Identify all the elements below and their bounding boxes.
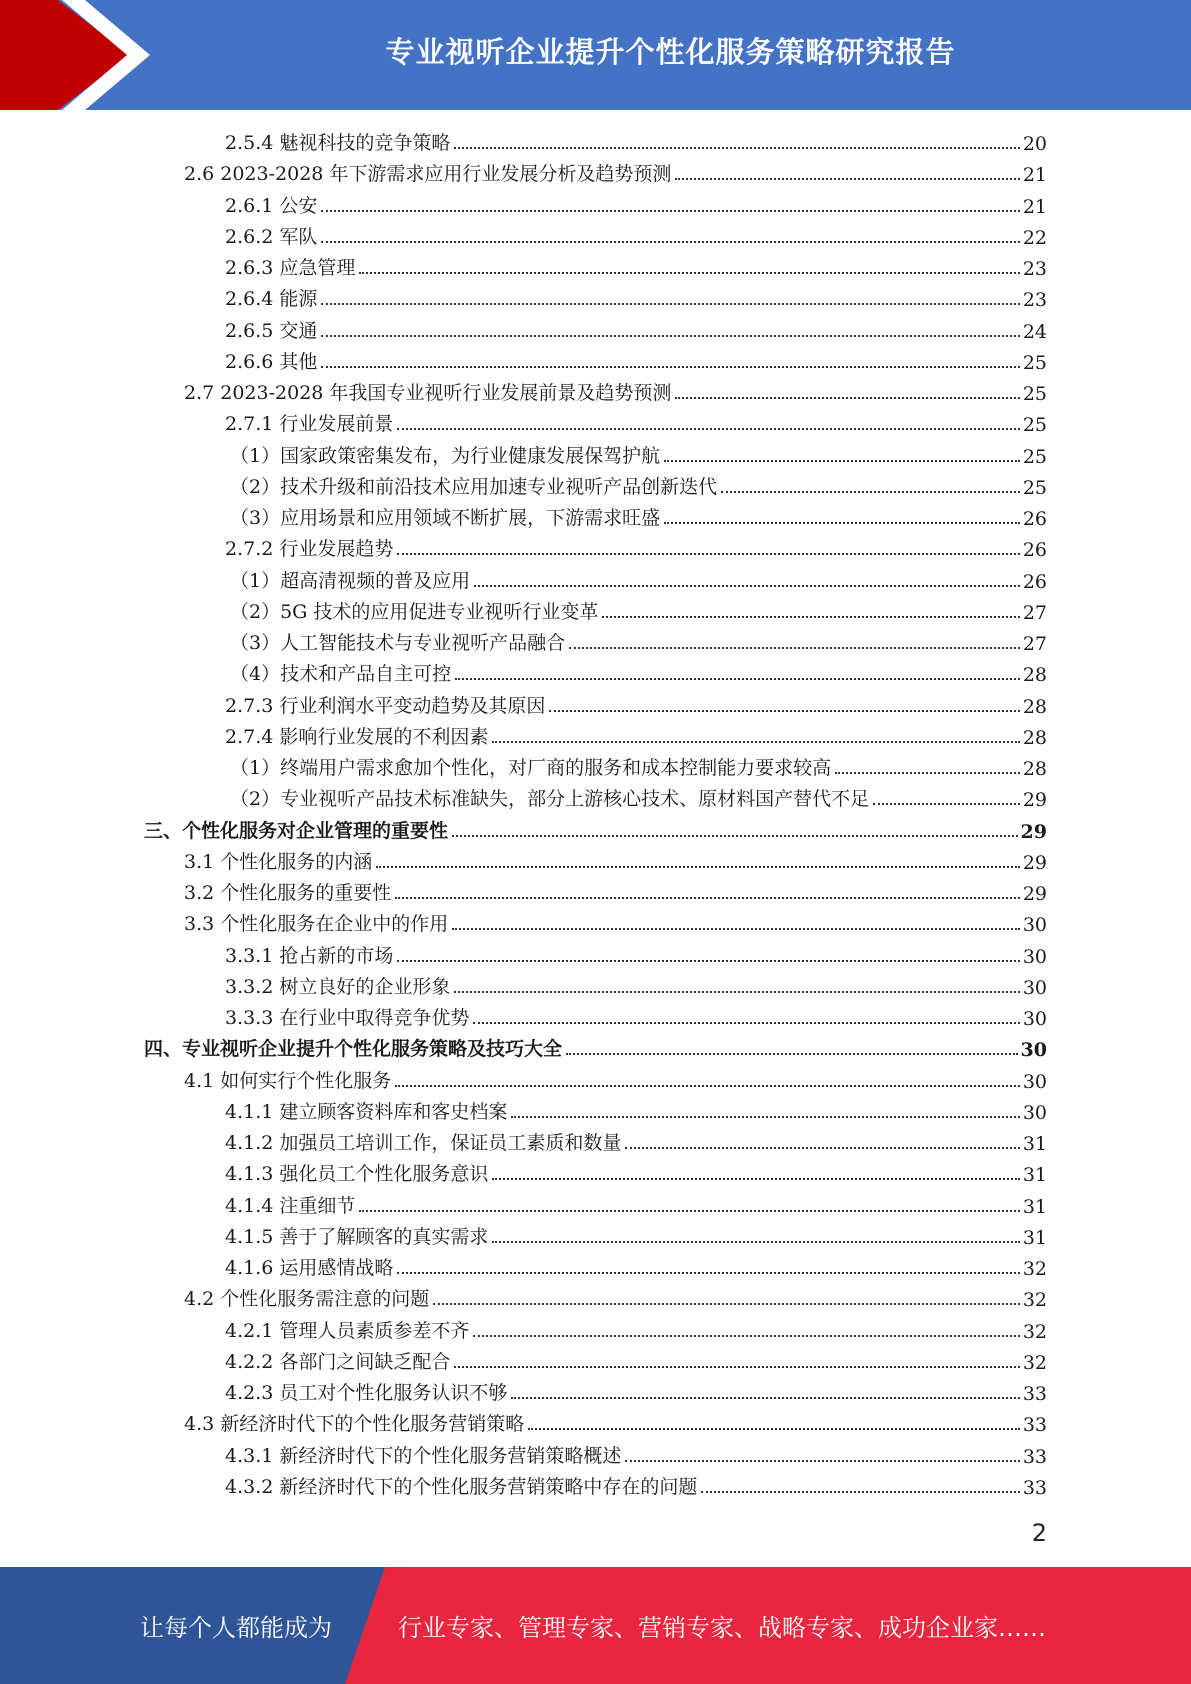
toc-entry-label: （1）终端用户需求愈加个性化，对厂商的服务和成本控制能力要求较高 [230, 757, 832, 779]
toc-leader-dots [492, 1178, 1019, 1180]
toc-entry-label: （1）超高清视频的普及应用 [230, 569, 471, 592]
toc-entry[interactable] [225, 315, 1047, 343]
toc-entry-page: 26 [1022, 570, 1047, 593]
toc-entry[interactable] [225, 283, 1047, 311]
toc-entry[interactable] [184, 377, 1047, 405]
toc-entry-page: 32 [1022, 1320, 1047, 1343]
toc-leader-dots [549, 710, 1019, 712]
toc-entry-label: 2.6.4 能源 [225, 288, 318, 311]
toc-entry-label: 3.3.1 抢占新的市场 [225, 944, 394, 967]
toc-entry-label: 3.3.2 树立良好的企业形象 [225, 975, 451, 998]
toc-entry[interactable] [225, 190, 1047, 218]
toc-entry-label: 4.2.1 管理人员素质参差不齐 [225, 1319, 470, 1342]
toc-entry-label: 4.1.4 注重细节 [225, 1194, 356, 1217]
page-header [0, 0, 1191, 110]
toc-entry-page: 23 [1022, 289, 1047, 312]
toc-entry-page: 28 [1022, 726, 1047, 749]
toc-entry-label: 2.7.3 行业利润水平变动趋势及其原因 [225, 694, 546, 717]
toc-entry-page: 23 [1022, 258, 1047, 280]
toc-entry-label: 2.6.5 交通 [225, 319, 318, 342]
toc-leader-dots [675, 397, 1019, 399]
toc-entry-page: 20 [1022, 133, 1047, 155]
toc-entry-page: 27 [1022, 633, 1047, 655]
toc-leader-dots [602, 616, 1019, 618]
toc-entry-label: 2.7.2 行业发展趋势 [225, 538, 394, 561]
toc-entry-label: 4.1.6 运用感情战略 [225, 1257, 394, 1279]
toc-entry[interactable] [225, 1252, 1047, 1280]
toc-entry-label: 4.2 个性化服务需注意的问题 [184, 1288, 430, 1311]
toc-entry-label: （2）5G 技术的应用促进专业视听行业变革 [230, 600, 599, 623]
toc-leader-dots [701, 1491, 1019, 1493]
toc-entry[interactable] [225, 1315, 1047, 1343]
toc-entry-label: 4.2.3 员工对个性化服务认识不够 [225, 1382, 508, 1404]
toc-entry[interactable] [225, 408, 1047, 436]
toc-entry-page: 22 [1022, 226, 1047, 249]
toc-entry-page: 29 [1022, 851, 1047, 874]
footer-slogan-right: 行业专家、管理专家、营销专家、战略专家、成功企业家…… [398, 1614, 1046, 1642]
toc-entry[interactable] [225, 252, 1047, 280]
toc-entry[interactable] [184, 1408, 1047, 1436]
toc-leader-dots [395, 1085, 1020, 1087]
toc-leader-dots [511, 1116, 1019, 1118]
toc-entry[interactable] [225, 690, 1047, 718]
toc-entry-label: 2.7 2023-2028 年我国专业视听行业发展前景及趋势预测 [184, 382, 672, 404]
toc-entry-label: 2.7.4 影响行业发展的不利因素 [225, 725, 489, 748]
toc-leader-dots [397, 553, 1019, 555]
toc-entry[interactable] [230, 565, 1047, 593]
toc-entry-page: 33 [1022, 1414, 1047, 1437]
page-number: 2 [1031, 1519, 1047, 1547]
toc-leader-dots [395, 897, 1020, 899]
toc-entry-label: （2）技术升级和前沿技术应用加速专业视听产品创新迭代 [230, 475, 718, 498]
toc-entry-page: 31 [1022, 1164, 1047, 1187]
toc-leader-dots [321, 241, 1019, 243]
toc-entry-label: 4.1.1 建立顾客资料库和客史档案 [225, 1100, 508, 1123]
toc-entry-label: 三、个性化服务对企业管理的重要性 [144, 819, 449, 842]
toc-entry[interactable] [225, 1346, 1047, 1374]
toc-entry-label: （4）技术和产品自主可控 [230, 663, 452, 686]
toc-entry[interactable] [225, 127, 1047, 155]
toc-entry-label: 2.6 2023-2028 年下游需求应用行业发展分析及趋势预测 [184, 163, 672, 186]
toc-entry-label: （1）国家政策密集发布，为行业健康发展保驾护航 [230, 444, 661, 467]
toc-leader-dots [625, 1460, 1019, 1462]
toc-entry-label: 2.7.1 行业发展前景 [225, 413, 394, 436]
toc-leader-dots [376, 866, 1020, 868]
toc-entry[interactable] [225, 1096, 1047, 1124]
toc-leader-dots [873, 803, 1020, 805]
toc-entry-page: 28 [1022, 664, 1047, 687]
toc-leader-dots [664, 522, 1020, 524]
toc-entry-page: 26 [1022, 539, 1047, 562]
toc-entry-page: 31 [1022, 1195, 1047, 1218]
toc-entry[interactable] [184, 908, 1047, 936]
toc-entry[interactable] [230, 471, 1047, 499]
toc-entry-page: 27 [1022, 601, 1047, 624]
toc-leader-dots [454, 147, 1019, 149]
document-title: 专业视听企业提升个性化服务策略研究报告 [385, 34, 956, 69]
toc-entry[interactable] [225, 346, 1047, 374]
toc-entry-label: 4.1.3 强化员工个性化服务意识 [225, 1163, 489, 1186]
toc-entry-page: 30 [1022, 1070, 1047, 1093]
toc-entry[interactable] [184, 877, 1047, 905]
toc-entry[interactable] [230, 502, 1047, 530]
toc-leader-dots [321, 335, 1019, 337]
toc-entry[interactable] [230, 596, 1047, 624]
toc-entry-label: （2）专业视听产品技术标准缺失，部分上游核心技术、原材料国产替代不足 [230, 788, 870, 811]
toc-entry-page: 33 [1022, 1445, 1047, 1468]
toc-entry[interactable] [230, 783, 1047, 811]
toc-entry[interactable] [225, 1377, 1047, 1405]
toc-entry[interactable] [225, 533, 1047, 561]
toc-entry[interactable] [225, 1127, 1047, 1155]
toc-leader-dots [397, 1272, 1019, 1274]
toc-leader-dots [675, 178, 1019, 180]
toc-leader-dots [455, 678, 1020, 680]
toc-entry-label: 4.2.2 各部门之间缺乏配合 [225, 1350, 451, 1373]
toc-entry-label: 4.1.2 加强员工培训工作，保证员工素质和数量 [225, 1132, 622, 1154]
toc-entry-label: （3）应用场景和应用领域不断扩展，下游需求旺盛 [230, 507, 661, 529]
toc-entry[interactable] [225, 1002, 1047, 1030]
toc-leader-dots [397, 960, 1019, 962]
toc-entry-page: 30 [1022, 945, 1047, 968]
toc-entry[interactable] [144, 815, 1047, 843]
toc-entry-label: 2.5.4 魅视科技的竞争策略 [225, 132, 451, 154]
toc-entry-page: 24 [1022, 320, 1047, 343]
toc-entry-page: 21 [1022, 195, 1047, 218]
toc-entry-page: 33 [1022, 1476, 1047, 1499]
toc-leader-dots [528, 1428, 1020, 1430]
toc-entry-page: 31 [1022, 1133, 1047, 1155]
toc-entry-label: （3）人工智能技术与专业视听产品融合 [230, 632, 566, 654]
toc-entry-page: 31 [1022, 1226, 1047, 1249]
toc-leader-dots [721, 491, 1020, 493]
toc-entry[interactable] [225, 221, 1047, 249]
toc-leader-dots [473, 1022, 1019, 1024]
toc-entry-page: 21 [1022, 164, 1047, 187]
toc-entry[interactable] [225, 721, 1047, 749]
toc-entry-page: 30 [1022, 1101, 1047, 1124]
toc-entry-page: 25 [1022, 445, 1047, 468]
toc-entry[interactable] [225, 940, 1047, 968]
toc-leader-dots [473, 1335, 1019, 1337]
toc-entry-page: 30 [1020, 1039, 1047, 1062]
toc-entry[interactable] [230, 658, 1047, 686]
page-footer [0, 1567, 1191, 1684]
toc-entry-page: 28 [1022, 758, 1047, 780]
toc-entry-page: 32 [1022, 1258, 1047, 1280]
toc-entry[interactable] [225, 1471, 1047, 1499]
toc-entry-page: 29 [1020, 820, 1047, 843]
toc-entry-page: 30 [1022, 1008, 1047, 1030]
toc-entry[interactable] [225, 1221, 1047, 1249]
toc-leader-dots [625, 1147, 1019, 1149]
toc-entry[interactable] [144, 1033, 1047, 1061]
footer-slogan-left: 让每个人都能成为 [140, 1614, 332, 1642]
toc-entry-label: 2.6.3 应急管理 [225, 257, 356, 279]
toc-entry[interactable] [230, 752, 1047, 780]
toc-leader-dots [452, 835, 1018, 837]
toc-entry[interactable] [184, 158, 1047, 186]
toc-entry-label: 2.6.1 公安 [225, 194, 318, 217]
toc-leader-dots [474, 585, 1020, 587]
toc-leader-dots [397, 428, 1019, 430]
toc-leader-dots [492, 741, 1019, 743]
toc-entry-label: 3.3 个性化服务在企业中的作用 [184, 913, 449, 936]
toc-leader-dots [359, 1210, 1019, 1212]
toc-leader-dots [569, 647, 1020, 649]
toc-entry[interactable] [184, 1065, 1047, 1093]
toc-entry-page: 30 [1022, 914, 1047, 937]
toc-entry[interactable] [225, 1158, 1047, 1186]
toc-leader-dots [454, 991, 1019, 993]
toc-entry-label: 4.1 如何实行个性化服务 [184, 1069, 392, 1092]
toc-entry[interactable] [230, 440, 1047, 468]
toc-entry-page: 25 [1022, 476, 1047, 499]
toc-entry[interactable] [184, 1283, 1047, 1311]
toc-entry-label: 4.3 新经济时代下的个性化服务营销策略 [184, 1413, 525, 1436]
toc-leader-dots [321, 210, 1019, 212]
toc-entry[interactable] [184, 846, 1047, 874]
toc-leader-dots [511, 1397, 1019, 1399]
toc-entry-label: 3.2 个性化服务的重要性 [184, 882, 392, 904]
toc-entry-page: 32 [1022, 1289, 1047, 1312]
toc-entry-label: 4.3.1 新经济时代下的个性化服务营销策略概述 [225, 1444, 622, 1467]
toc-entry-page: 28 [1022, 695, 1047, 718]
toc-leader-dots [835, 772, 1020, 774]
toc-entry-page: 29 [1022, 789, 1047, 812]
toc-leader-dots [321, 366, 1019, 368]
toc-entry[interactable] [225, 1190, 1047, 1218]
toc-leader-dots [664, 460, 1020, 462]
toc-leader-dots [433, 1303, 1020, 1305]
toc-entry-label: 3.3.3 在行业中取得竞争优势 [225, 1007, 470, 1029]
toc-entry-label: 2.6.6 其他 [225, 350, 318, 373]
toc-entry[interactable] [225, 1440, 1047, 1468]
toc-entry-page: 29 [1022, 883, 1047, 905]
toc-leader-dots [492, 1241, 1019, 1243]
toc-entry-page: 25 [1022, 414, 1047, 437]
toc-entry-label: 4.1.5 善于了解顾客的真实需求 [225, 1225, 489, 1248]
header-arrow-decoration [0, 0, 160, 110]
toc-entry[interactable] [225, 971, 1047, 999]
toc-leader-dots [566, 1053, 1018, 1055]
toc-entry-page: 33 [1022, 1383, 1047, 1405]
toc-leader-dots [454, 1366, 1019, 1368]
toc-entry[interactable] [230, 627, 1047, 655]
toc-entry-label: 3.1 个性化服务的内涵 [184, 850, 373, 873]
toc-leader-dots [452, 928, 1020, 930]
toc-entry-page: 25 [1022, 351, 1047, 374]
toc-entry-page: 30 [1022, 976, 1047, 999]
toc-entry-label: 2.6.2 军队 [225, 225, 318, 248]
toc-entry-page: 26 [1022, 508, 1047, 530]
toc-leader-dots [321, 303, 1019, 305]
toc-entry-label: 4.3.2 新经济时代下的个性化服务营销策略中存在的问题 [225, 1475, 698, 1498]
toc-entry-page: 25 [1022, 383, 1047, 405]
toc-entry-page: 32 [1022, 1351, 1047, 1374]
toc-entry-label: 四、专业视听企业提升个性化服务策略及技巧大全 [144, 1038, 563, 1061]
toc-leader-dots [359, 272, 1019, 274]
